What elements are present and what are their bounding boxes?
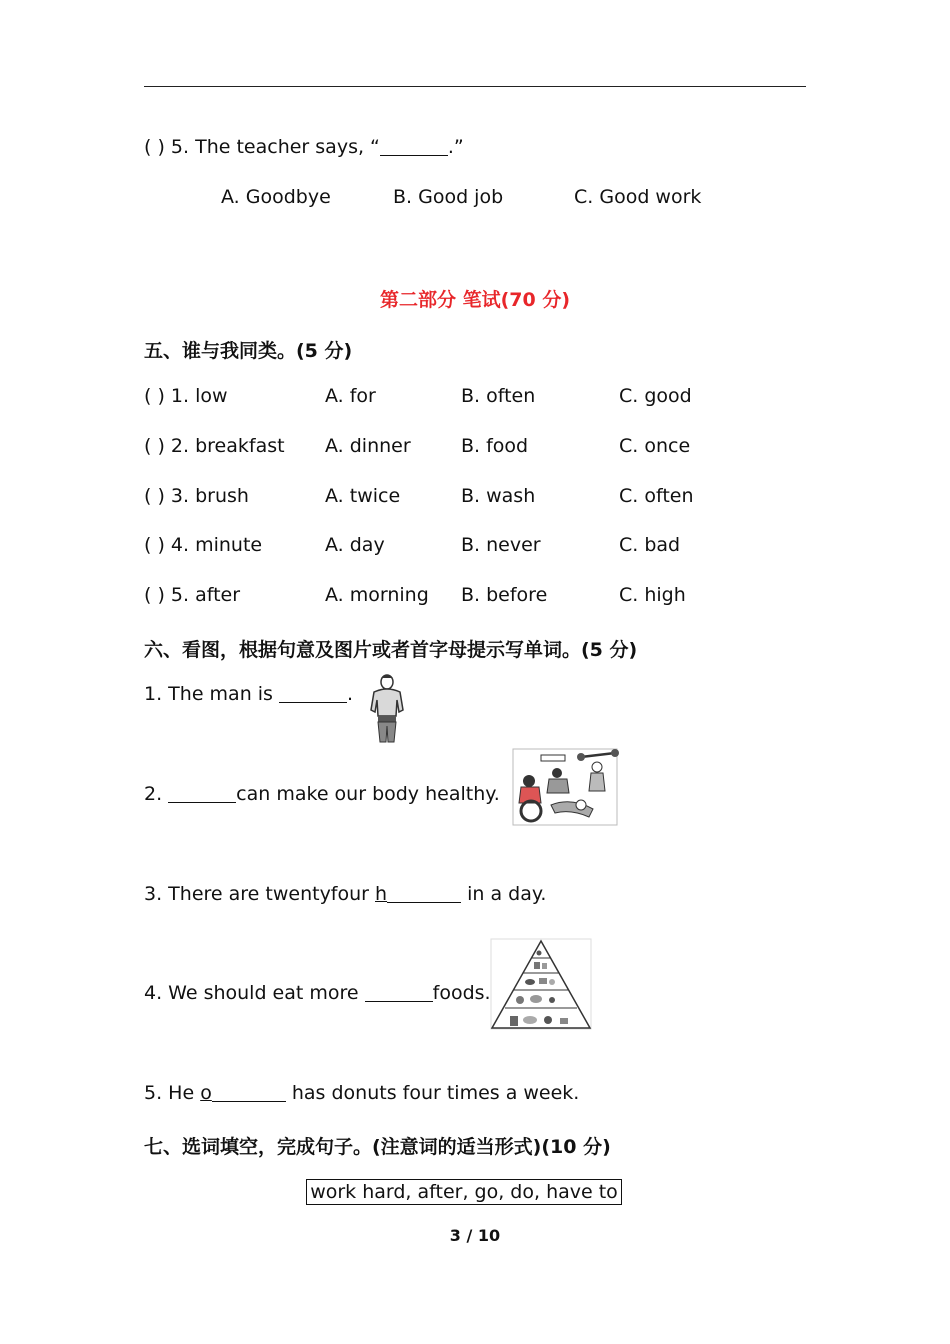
option-a: A. dinner bbox=[325, 435, 411, 457]
option-a: A. morning bbox=[325, 584, 429, 606]
section7-title: 七、选词填空，完成句子。(注意词的适当形式)(10 分) bbox=[144, 1136, 611, 1158]
option-b: B. wash bbox=[461, 485, 536, 507]
option-b: B. before bbox=[461, 584, 548, 606]
answer-blank[interactable] bbox=[279, 683, 347, 703]
answer-blank[interactable] bbox=[168, 783, 236, 803]
option-c: C. high bbox=[619, 584, 686, 606]
option-c: C. once bbox=[619, 435, 691, 457]
part-two-title: 第二部分 笔试(70 分) bbox=[379, 289, 571, 311]
option-c: C. good bbox=[619, 385, 692, 407]
question-word: 1. low bbox=[170, 385, 228, 407]
initial-letter-hint: h bbox=[375, 883, 388, 905]
page-number: 3 / 10 bbox=[449, 1226, 501, 1245]
option-c: C. often bbox=[619, 485, 694, 507]
listening-q5-stem: ( ) 5. The teacher says, “ .” bbox=[144, 136, 464, 158]
listening-q5-option-b: B. Good job bbox=[393, 186, 504, 208]
answer-blank[interactable] bbox=[380, 136, 448, 156]
option-a: A. twice bbox=[325, 485, 401, 507]
section6-q2: 2. can make our body healthy. bbox=[144, 783, 500, 805]
section5-title: 五、谁与我同类。(5 分) bbox=[144, 340, 353, 362]
strong-man-image bbox=[364, 672, 410, 744]
section6-q3: 3. There are twentyfour h in a day. bbox=[144, 883, 547, 905]
answer-blank[interactable] bbox=[212, 1082, 286, 1102]
question-word: 3. brush bbox=[170, 485, 249, 507]
listening-q5-option-a: A. Goodbye bbox=[221, 186, 331, 208]
answer-blank[interactable] bbox=[387, 883, 461, 903]
header-rule bbox=[144, 86, 806, 87]
section6-q1: 1. The man is . bbox=[144, 683, 354, 705]
question-word: 5. after bbox=[170, 584, 241, 606]
section6-q4: 4. We should eat more foods. bbox=[144, 982, 491, 1004]
option-b: B. food bbox=[461, 435, 529, 457]
option-b: B. often bbox=[461, 385, 536, 407]
section6-title: 六、看图，根据句意及图片或者首字母提示写单词。(5 分) bbox=[144, 639, 638, 661]
listening-q5-option-c: C. Good work bbox=[574, 186, 702, 208]
section6-q5: 5. He o has donuts four times a week. bbox=[144, 1082, 580, 1104]
option-a: A. for bbox=[325, 385, 376, 407]
food-pyramid-image bbox=[490, 938, 592, 1030]
initial-letter-hint: o bbox=[200, 1082, 212, 1104]
exercise-scene-image bbox=[511, 747, 619, 827]
word-bank-box: work hard, after, go, do, have to bbox=[306, 1179, 622, 1205]
question-word: 2. breakfast bbox=[170, 435, 285, 457]
option-a: A. day bbox=[325, 534, 385, 556]
answer-blank[interactable] bbox=[365, 982, 433, 1002]
question-word: 4. minute bbox=[170, 534, 263, 556]
option-b: B. never bbox=[461, 534, 541, 556]
option-c: C. bad bbox=[619, 534, 681, 556]
